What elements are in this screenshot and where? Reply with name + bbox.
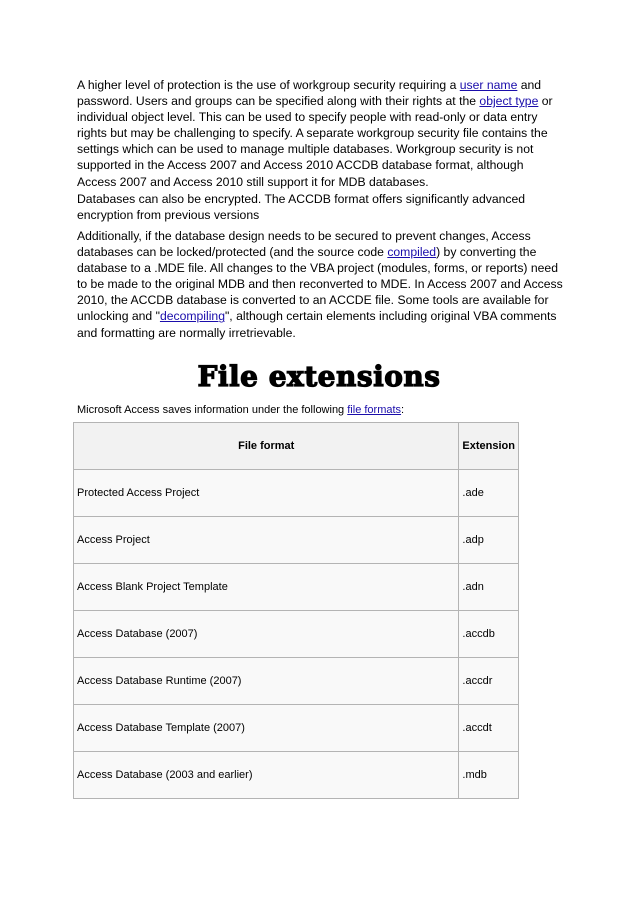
- user-name-link[interactable]: user name: [459, 78, 518, 92]
- extension-cell: .mdb: [459, 752, 519, 799]
- encryption-paragraph: Databases can also be encrypted. The ACCDB format offers significantly advanced encryption from previous versions: [77, 192, 526, 223]
- table-row: [74, 517, 519, 564]
- decompiling-link[interactable]: decompiling: [159, 309, 225, 324]
- table-row: [74, 470, 519, 517]
- extension-cell: .accdb: [459, 611, 519, 658]
- column-header-file-format: File format: [74, 423, 459, 470]
- extension-cell: .adn: [459, 564, 519, 611]
- file-format-cell: Access Project: [74, 517, 459, 564]
- table-row: [74, 658, 519, 705]
- extension-cell: .accdr: [459, 658, 519, 705]
- mde-paragraph: Additionally, if the database design needs to be secured to prevent changes, Access databases can be locked/protected (and the source code compiled) by converting the database to a .MDE file. All changes to the VBA project (modules, forms, or reports) need to be made to the original MDB and then reconverted to MDE. In Access 2007 and Access 2010, the ACCDB database is converted to an ACCDE file. Some tools are available for unlocking and "decompiling", although certain elements including original VBA comments and formatting are normally irretrievable.: [77, 229, 563, 340]
- file-format-cell: Access Database (2007): [74, 611, 459, 658]
- extension-cell: .ade: [459, 470, 519, 517]
- compiled-link[interactable]: compiled: [387, 245, 437, 260]
- extension-cell: .accdt: [459, 705, 519, 752]
- object-type-link[interactable]: object type: [479, 94, 539, 109]
- file-format-cell: Access Database Runtime (2007): [74, 658, 459, 705]
- column-header-extension: Extension: [459, 423, 519, 470]
- table-header-row: [74, 423, 519, 470]
- file-formats-intro: Microsoft Access saves information under the following file formats:: [77, 404, 405, 416]
- extension-cell: .adp: [459, 517, 519, 564]
- security-paragraph: A higher level of protection is the use of workgroup security requiring a user name and password. Users and groups can be specified along with their rights at the object type or individual object level. This can be used to specify people with read-only or data entry rights but may be challenging to specify. A separate workgroup security file contains the settings which can be used to manage multiple databases. Workgroup security is not supported in the Access 2007 and Access 2010 ACCDB database format, although Access 2007 and Access 2010 still support it for MDB databases.: [77, 78, 553, 189]
- file-format-cell: Access Database Template (2007): [74, 705, 459, 752]
- file-format-cell: Access Database (2003 and earlier): [74, 752, 459, 799]
- file-extensions-heading: File extensions: [197, 360, 441, 393]
- file-extensions-table: [73, 422, 519, 799]
- file-formats-link[interactable]: file formats: [347, 404, 402, 416]
- file-format-cell: Protected Access Project: [74, 470, 459, 517]
- table-row: [74, 564, 519, 611]
- file-format-cell: Access Blank Project Template: [74, 564, 459, 611]
- table-row: [74, 752, 519, 799]
- table-row: [74, 705, 519, 752]
- table-row: [74, 611, 519, 658]
